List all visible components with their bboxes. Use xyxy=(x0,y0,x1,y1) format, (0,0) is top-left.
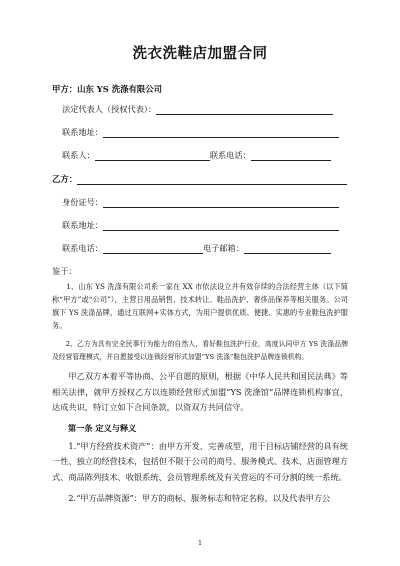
page-number: 1 xyxy=(198,540,202,547)
party-a-contact-field xyxy=(52,150,348,161)
party-a-phone-label: 联系电话： xyxy=(209,150,251,160)
party-b-email-blank[interactable] xyxy=(244,244,331,254)
legal-rep-label: 法定代表人（授权代表）： xyxy=(62,104,157,114)
whereas-label: 鉴于： xyxy=(52,266,77,276)
party-b-id-field xyxy=(52,197,348,208)
party-b-blank[interactable] xyxy=(77,175,347,185)
party-a-contact-blank[interactable] xyxy=(95,151,210,161)
party-b-phone-label: 联系电话： xyxy=(62,243,103,253)
party-b-phone-field xyxy=(52,243,348,254)
party-b-id-label: 身份证号： xyxy=(62,197,103,207)
document-title: 洗衣洗鞋店加盟合同 xyxy=(132,46,268,62)
article-1-heading: 第一条 定义与释义 xyxy=(68,422,137,433)
party-a-line: 甲方：山东 YS 洗涤有限公司 xyxy=(52,84,162,94)
legal-rep-blank[interactable] xyxy=(156,105,333,115)
legal-rep-field xyxy=(52,104,348,115)
definition-2: 2.“甲方品牌资源”：甲方的商标、服务标志和特定名称，以及代表甲方公 xyxy=(68,493,331,503)
recital-2: 2、乙方为具有完全民事行为能力的自然人，看好鞋包洗护行业，高度认同甲方 YS 洗涤品牌及经营管理模式，并自愿接受以连锁经营形式加盟“YS 洗涤”鞋包洗护品牌连锁机构。 xyxy=(52,340,348,361)
agreement-paragraph: 甲乙双方本着平等协商、公平自愿的原则，根据《中华人民共和国民法典》等相关法律，就甲方授权乙方以连锁经营形式加盟“YS 洗涤馆”品牌连锁机构事宜，达成共识，特订立如下合同条款，以资双方共同信守。 xyxy=(52,371,348,412)
party-b-id-blank[interactable] xyxy=(103,198,339,208)
party-a-address-blank[interactable] xyxy=(103,128,339,138)
party-a-address-field xyxy=(52,127,348,138)
party-b-address-field xyxy=(52,220,348,231)
definition-1: 1.“甲方经营技术资产”：由甲方开发、完善成型，用于目标店铺经营的具有统一性、独立的经营技术，包括但不限于公司的商号、服务模式、技术、店面管理方式、商品陈列技术、收银系统、会员管理系统及有关营运的不可分割的统一系统。 xyxy=(52,440,348,482)
party-b-email-label: 电子邮箱： xyxy=(202,243,244,253)
party-b-address-label: 联系地址： xyxy=(62,220,103,230)
party-a-contact-label: 联系人： xyxy=(62,150,95,160)
party-b-address-blank[interactable] xyxy=(103,221,339,231)
recital-1: 1、山东 YS 洗涤有限公司系一家在 XX 市依法设立并有效存续的合法经营主体（以下简称“甲方”或“公司”），主营日用品销售、技术转让、鞋品洗护、奢侈品保养等相关服务。公司旗下 YS 洗涤品牌，通过互联网+实体方式，为用户提供优质、便捷、实惠的专业鞋包洗护服务。 xyxy=(52,282,348,330)
party-b-label: 乙方： xyxy=(52,174,78,184)
party-a-address-label: 联系地址： xyxy=(62,127,103,137)
party-b-phone-blank[interactable] xyxy=(103,244,203,254)
party-a-phone-blank[interactable] xyxy=(251,151,331,161)
party-b-field xyxy=(52,173,348,185)
